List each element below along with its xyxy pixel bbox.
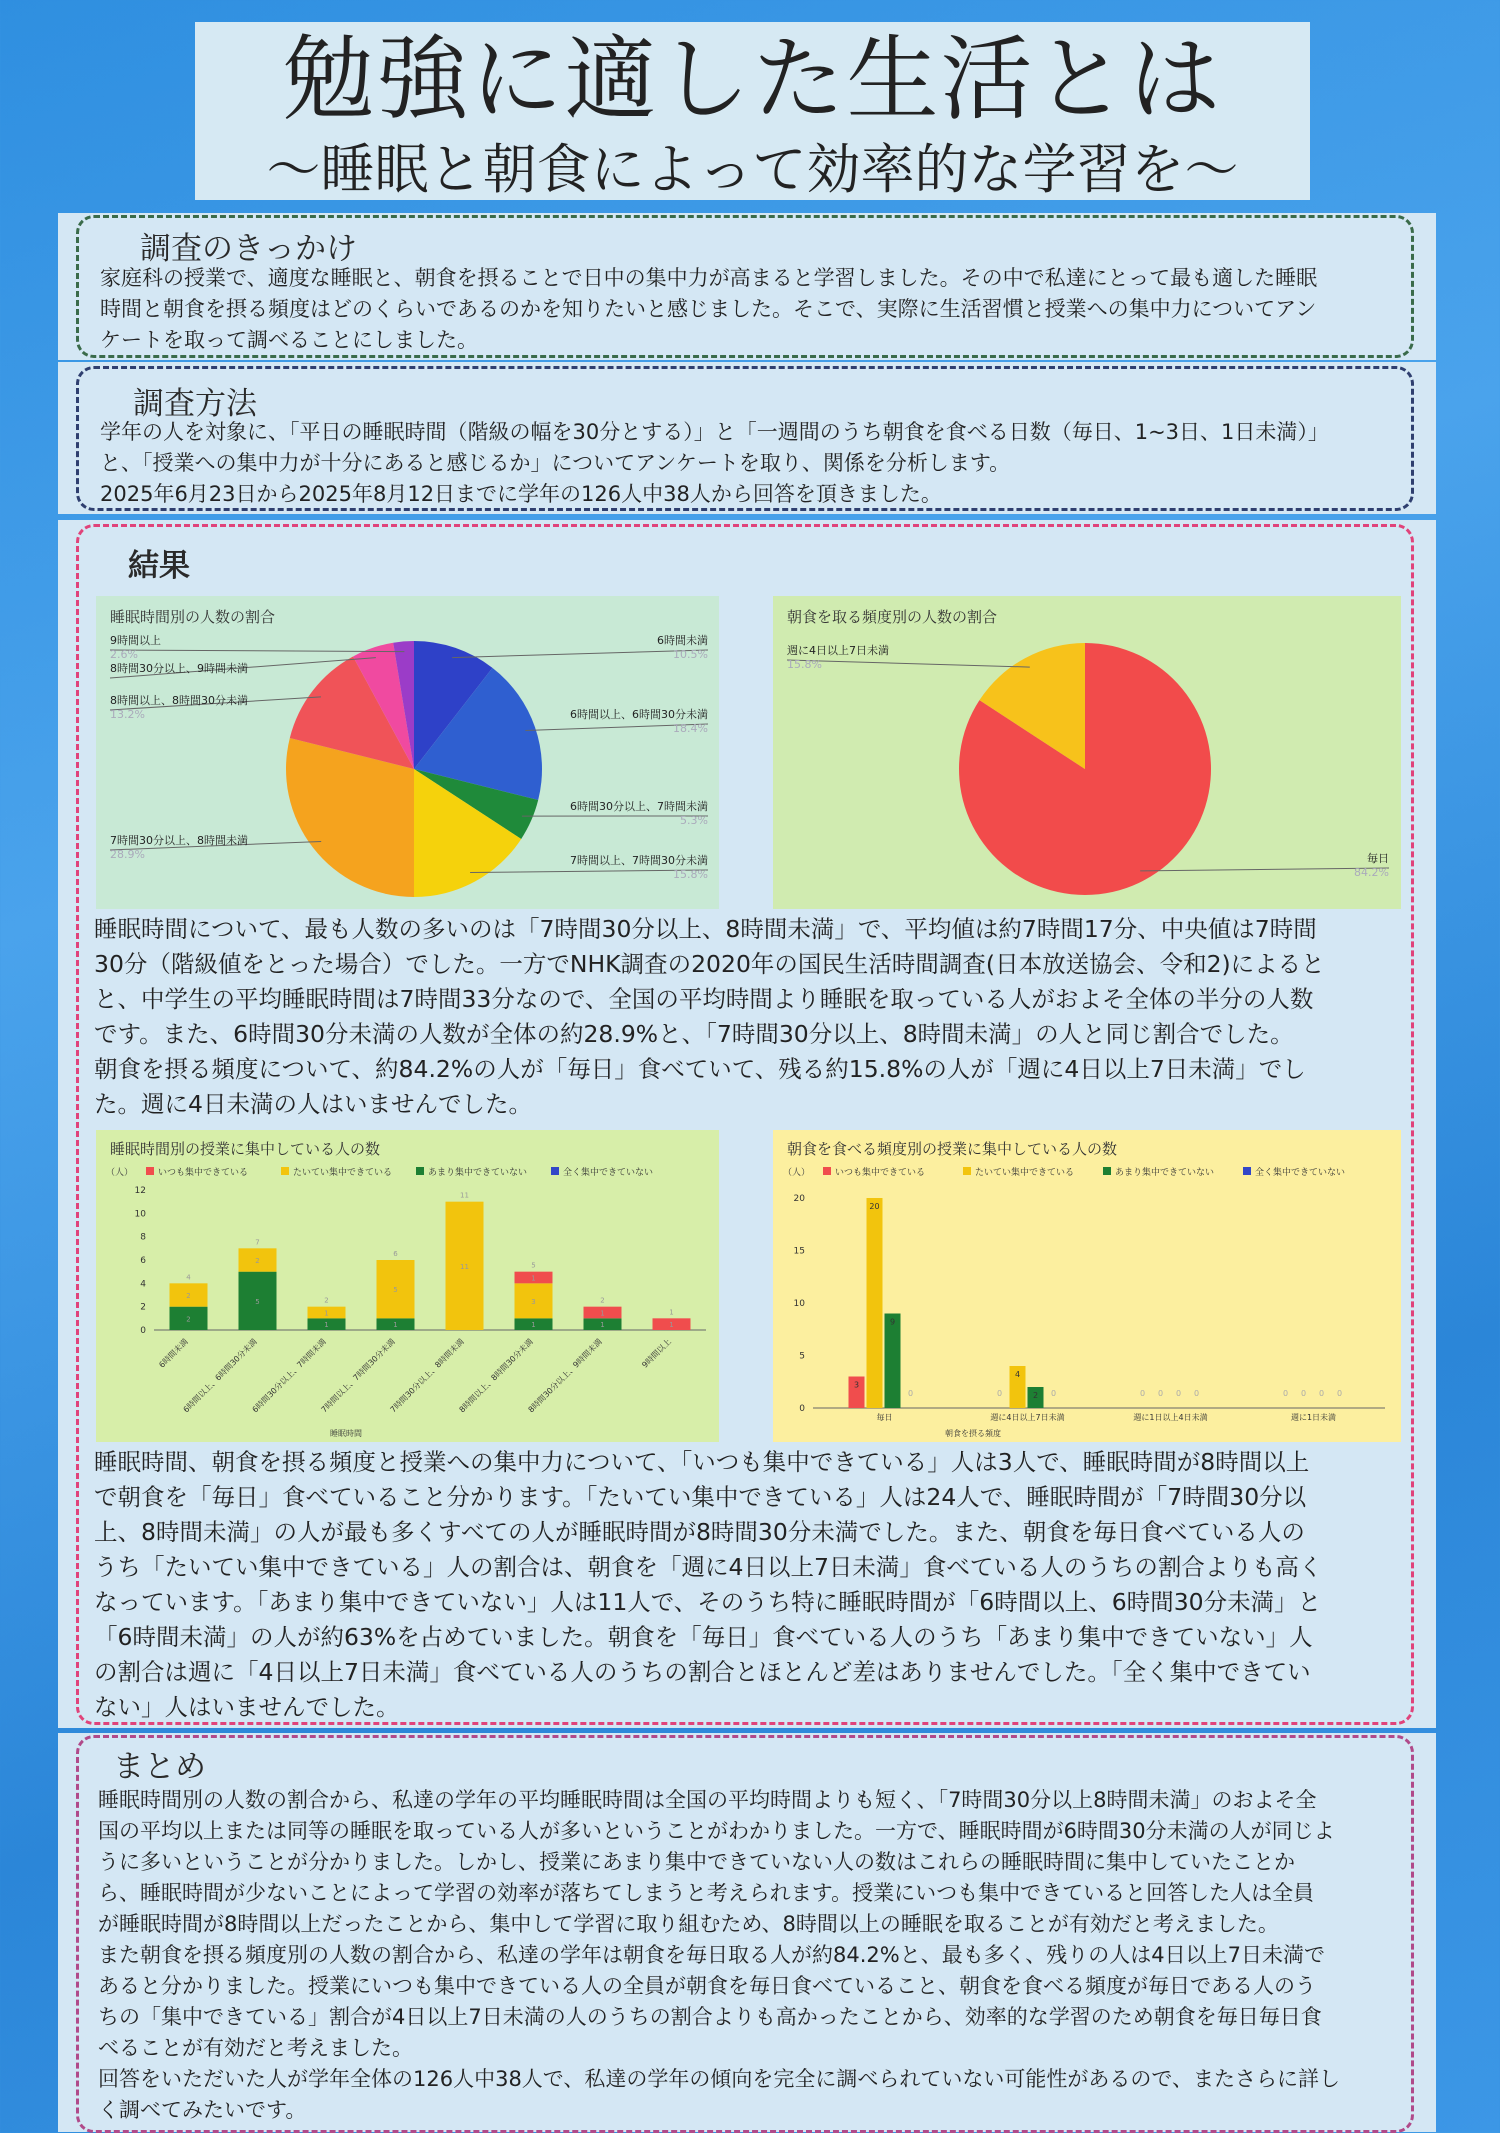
x-tick-label: 9時間以上 (640, 1336, 673, 1369)
text-line: 2025年6月23日から2025年8月12日までに学年の126人中38人から回答を頂きました。 (100, 479, 1430, 510)
legend-swatch (1103, 1167, 1111, 1175)
legend-label: あまり集中できていない (1115, 1166, 1214, 1178)
legend-label: 全く集中できていない (563, 1166, 653, 1178)
data-label: 2 (1033, 1391, 1038, 1400)
data-label: 20 (869, 1202, 879, 1211)
data-label: 1 (600, 1321, 604, 1329)
data-label: 0 (1194, 1389, 1199, 1398)
text-line: く調べてみたいです。 (98, 2095, 1438, 2126)
text-line: 朝食を摂る頻度について、約84.2%の人が「毎日」食べていて、残る約15.8%の人が「週に4日以上7日未満」でし (94, 1052, 1414, 1087)
total-label: 5 (531, 1262, 535, 1270)
y-tick-label: 8 (140, 1233, 146, 1243)
data-label: 5 (393, 1286, 397, 1294)
legend-label: たいてい集中できている (293, 1166, 392, 1178)
slice-label: 7時間30分以上、8時間未満 (110, 833, 248, 847)
text-line: ちの「集中できている」割合が4日以上7日未満の人のうちの割合よりも高かったことから、効率的な学習のため朝食を毎日毎日食 (98, 2002, 1438, 2033)
slice-label: 週に4日以上7日未満 (787, 643, 889, 657)
data-label: 0 (1319, 1389, 1324, 1398)
x-tick-label: 6時間未満 (157, 1336, 190, 1369)
poster-subtitle: 〜睡眠と朝食によって効率的な学習を〜 (195, 140, 1310, 200)
total-label: 7 (255, 1238, 259, 1246)
data-label: 2 (255, 1257, 259, 1265)
legend-swatch (281, 1167, 289, 1175)
data-label: 0 (1337, 1389, 1342, 1398)
motive-text (100, 263, 1420, 356)
legend-swatch (146, 1167, 154, 1175)
legend-swatch (963, 1167, 971, 1175)
data-label: 9 (890, 1318, 895, 1327)
slice-value-label: 5.3% (680, 814, 708, 827)
data-label: 0 (908, 1389, 913, 1398)
text-line: うに多いということが分かりました。しかし、授業にあまり集中できていない人の数はこれらの睡眠時間に集中していたことか (98, 1847, 1438, 1878)
slice-value-label: 18.4% (673, 722, 708, 735)
y-tick-label: 12 (135, 1186, 146, 1196)
bar (885, 1314, 901, 1409)
text-line: 学年の人を対象に、「平日の睡眠時間（階級の幅を30分とする）」と「一週間のうち朝食を食べる日数（毎日、1~3日、1日未満）」 (100, 417, 1430, 448)
slice-value-label: 28.9% (110, 848, 145, 861)
method-panel (58, 362, 1436, 514)
text-line: 国の平均以上または同等の睡眠を取っている人が多いということがわかりました。一方で、睡眠時間が6時間30分未満の人が同じよ (98, 1816, 1438, 1847)
legend-label: いつも集中できている (158, 1166, 248, 1178)
total-label: 4 (186, 1273, 191, 1281)
legend-label: たいてい集中できている (975, 1166, 1074, 1178)
data-label: 0 (1158, 1389, 1163, 1398)
total-label: 6 (393, 1250, 398, 1258)
x-tick-label: 毎日 (877, 1412, 893, 1422)
results-heading: 結果 (128, 540, 190, 585)
y-axis-label: （人） (783, 1166, 810, 1178)
slice-label: 毎日 (1367, 851, 1389, 865)
summary-panel (58, 1733, 1436, 2132)
text-line: です。また、6時間30分未満の人数が全体の約28.9%と、「7時間30分以上、8時間未満」の人と同じ割合でした。 (94, 1017, 1414, 1052)
slice-label: 7時間以上、7時間30分未満 (570, 853, 708, 867)
data-label: 1 (669, 1321, 673, 1329)
breakfast-pie-chart (773, 596, 1401, 909)
data-label: 1 (324, 1321, 328, 1329)
slice-label: 9時間以上 (110, 633, 161, 647)
slice-value-label: 2.6% (110, 648, 138, 661)
text-line: 家庭科の授業で、適度な睡眠と、朝食を摂ることで日中の集中力が高まると学習しました。その中で私達にとって最も適した睡眠 (100, 263, 1420, 294)
chart-title: 朝食を取る頻度別の人数の割合 (787, 608, 997, 626)
legend-label: あまり集中できていない (428, 1166, 527, 1178)
data-label: 0 (1051, 1389, 1056, 1398)
data-label: 0 (1140, 1389, 1145, 1398)
poster-title: 勉強に適した生活とは (195, 28, 1310, 132)
x-tick-label: 6時間30分以上、7時間未満 (250, 1336, 328, 1414)
total-label: 2 (324, 1297, 328, 1305)
legend-label: 全く集中できていない (1255, 1166, 1345, 1178)
title-box (195, 22, 1310, 200)
slice-value-label: 13.2% (110, 708, 145, 721)
slice-label: 6時間30分以上、7時間未満 (570, 799, 708, 813)
data-label: 0 (997, 1389, 1002, 1398)
data-label: 1 (324, 1310, 328, 1318)
chart-title: 睡眠時間別の授業に集中している人の数 (110, 1140, 380, 1158)
y-tick-label: 5 (799, 1352, 805, 1362)
text-line: ら、睡眠時間が少ないことによって学習の効率が落ちてしまうと考えられます。授業にいつも集中できていると回答した人は全員 (98, 1878, 1438, 1909)
data-label: 3 (531, 1298, 535, 1306)
legend-swatch (551, 1167, 559, 1175)
data-label: 0 (1283, 1389, 1288, 1398)
x-tick-label: 7時間以上、7時間30分未満 (319, 1336, 397, 1414)
slice-value-label: 84.2% (1354, 866, 1389, 879)
text-line: 睡眠時間別の人数の割合から、私達の学年の平均睡眠時間は全国の平均時間よりも短く、「7時間30分以上8時間未満」のおよそ全 (98, 1785, 1438, 1816)
legend-swatch (823, 1167, 831, 1175)
text-line: が睡眠時間が8時間以上だったことから、集中して学習に取り組むため、8時間以上の睡眠を取ることが有効だと考えました。 (98, 1909, 1438, 1940)
motive-panel (58, 213, 1436, 360)
text-line: 睡眠時間について、最も人数の多いのは「7時間30分以上、8時間未満」で、平均値は約7時間17分、中央値は7時間 (94, 912, 1414, 947)
data-label: 1 (531, 1275, 535, 1283)
sleep-pie-chart (96, 596, 719, 909)
text-line: うち「たいてい集中できている」人の割合は、朝食を「週に4日以上7日未満」食べている人のうちの割合よりも高く (94, 1550, 1424, 1585)
results-panel (58, 520, 1436, 1728)
text-line: 回答をいただいた人が学年全体の126人中38人で、私達の学年の傾向を完全に調べられていない可能性があるので、またさらに詳し (98, 2064, 1438, 2095)
legend-swatch (1243, 1167, 1251, 1175)
text-line: 「6時間未満」の人が約63%を占めていました。朝食を「毎日」食べている人のうち「あまり集中できていない」人 (94, 1620, 1424, 1655)
data-label: 1 (531, 1321, 535, 1329)
data-label: 4 (1015, 1370, 1020, 1379)
method-text (100, 417, 1430, 510)
text-line: の割合は週に「4日以上7日未満」食べている人のうちの割合とほとんど差はありませんでした。「全く集中できてい (94, 1655, 1424, 1690)
data-label: 1 (600, 1310, 604, 1318)
legend-swatch (416, 1167, 424, 1175)
sleep-focus-bar-chart (96, 1130, 719, 1442)
y-tick-label: 0 (799, 1404, 805, 1414)
chart-title: 睡眠時間別の人数の割合 (110, 608, 275, 626)
data-label: 2 (186, 1315, 190, 1323)
y-tick-label: 0 (140, 1326, 146, 1336)
text-line: あると分かりました。授業にいつも集中できている人の全員が朝食を毎日食べていること、朝食を食べる頻度が毎日である人のう (98, 1971, 1438, 2002)
summary-heading: まとめ (113, 1741, 206, 1786)
y-tick-label: 10 (794, 1299, 806, 1309)
slice-label: 8時間以上、8時間30分未満 (110, 693, 248, 707)
y-tick-label: 10 (135, 1209, 147, 1219)
data-label: 5 (255, 1298, 259, 1306)
slice-value-label: 15.8% (787, 658, 822, 671)
y-axis-label: （人） (106, 1166, 133, 1178)
data-label: 2 (186, 1292, 190, 1300)
slice-label: 6時間未満 (657, 633, 708, 647)
data-label: 0 (1176, 1389, 1181, 1398)
x-tick-label: 8時間以上、8時間30分未満 (457, 1336, 535, 1414)
data-label: 0 (1301, 1389, 1306, 1398)
text-line: た。週に4日未満の人はいませんでした。 (94, 1087, 1414, 1122)
total-label: 1 (669, 1308, 673, 1316)
text-line: また朝食を摂る頻度別の人数の割合から、私達の学年は朝食を毎日取る人が約84.2%と、最も多く、残りの人は4日以上7日未満で (98, 1940, 1438, 1971)
results-text-2 (94, 1445, 1424, 1725)
text-line: ケートを取って調べることにしました。 (100, 325, 1420, 356)
slice-label: 6時間以上、6時間30分未満 (570, 707, 708, 721)
data-label: 1 (393, 1321, 397, 1329)
slice-value-label: 10.5% (673, 648, 708, 661)
text-line: べることが有効だと考えました。 (98, 2033, 1438, 2064)
total-label: 11 (460, 1192, 469, 1200)
text-line: と、「授業への集中力が十分にあると感じるか」についてアンケートを取り、関係を分析します。 (100, 448, 1430, 479)
text-line: 上、8時間未満」の人が最も多くすべての人が睡眠時間が8時間30分未満でした。また、朝食を毎日食べている人の (94, 1515, 1424, 1550)
y-tick-label: 15 (794, 1247, 805, 1257)
y-tick-label: 20 (794, 1194, 806, 1204)
text-line: と、中学生の平均睡眠時間は7時間33分なので、全国の平均時間より睡眠を取っている人がおよそ全体の半分の人数 (94, 982, 1414, 1017)
x-tick-label: 週に1日以上4日未満 (1133, 1412, 1207, 1422)
x-tick-label: 6時間以上、6時間30分未満 (181, 1336, 259, 1414)
text-line: なっています。「あまり集中できていない」人は11人で、そのうち特に睡眠時間が「6時間以上、6時間30分未満」と (94, 1585, 1424, 1620)
bar (867, 1198, 883, 1408)
x-tick-label: 7時間30分以上、8時間未満 (388, 1336, 466, 1414)
summary-text (98, 1785, 1438, 2126)
y-tick-label: 4 (140, 1279, 146, 1289)
results-text-1 (94, 912, 1414, 1122)
data-label: 11 (460, 1263, 469, 1271)
legend-label: いつも集中できている (835, 1166, 925, 1178)
x-tick-label: 8時間30分以上、9時間未満 (526, 1336, 604, 1414)
method-heading: 調査方法 (133, 378, 257, 423)
data-label: 3 (854, 1381, 859, 1390)
x-axis-label: 睡眠時間 (330, 1428, 362, 1438)
y-tick-label: 6 (140, 1256, 146, 1266)
y-tick-label: 2 (140, 1303, 146, 1313)
text-line: 時間と朝食を摂る頻度はどのくらいであるのかを知りたいと感じました。そこで、実際に生活習慣と授業への集中力についてアン (100, 294, 1420, 325)
x-axis-label: 朝食を摂る頻度 (945, 1428, 1001, 1438)
text-line: で朝食を「毎日」食べていること分かります。「たいてい集中できている」人は24人で、睡眠時間が「7時間30分以 (94, 1480, 1424, 1515)
breakfast-focus-bar-chart (773, 1130, 1401, 1442)
text-line: 30分（階級値をとった場合）でした。一方でNHK調査の2020年の国民生活時間調査(日本放送協会、令和2)によると (94, 947, 1414, 982)
slice-label: 8時間30分以上、9時間未満 (110, 661, 248, 675)
slice-value-label: 15.8% (673, 868, 708, 881)
text-line: 睡眠時間、朝食を摂る頻度と授業への集中力について、「いつも集中できている」人は3人で、睡眠時間が8時間以上 (94, 1445, 1424, 1480)
chart-title: 朝食を食べる頻度別の授業に集中している人の数 (787, 1140, 1117, 1158)
x-tick-label: 週に4日以上7日未満 (990, 1412, 1064, 1422)
x-tick-label: 週に1日未満 (1291, 1412, 1336, 1422)
text-line: ない」人はいませんでした。 (94, 1690, 1424, 1725)
total-label: 2 (600, 1297, 604, 1305)
motive-heading: 調査のきっかけ (140, 223, 357, 268)
